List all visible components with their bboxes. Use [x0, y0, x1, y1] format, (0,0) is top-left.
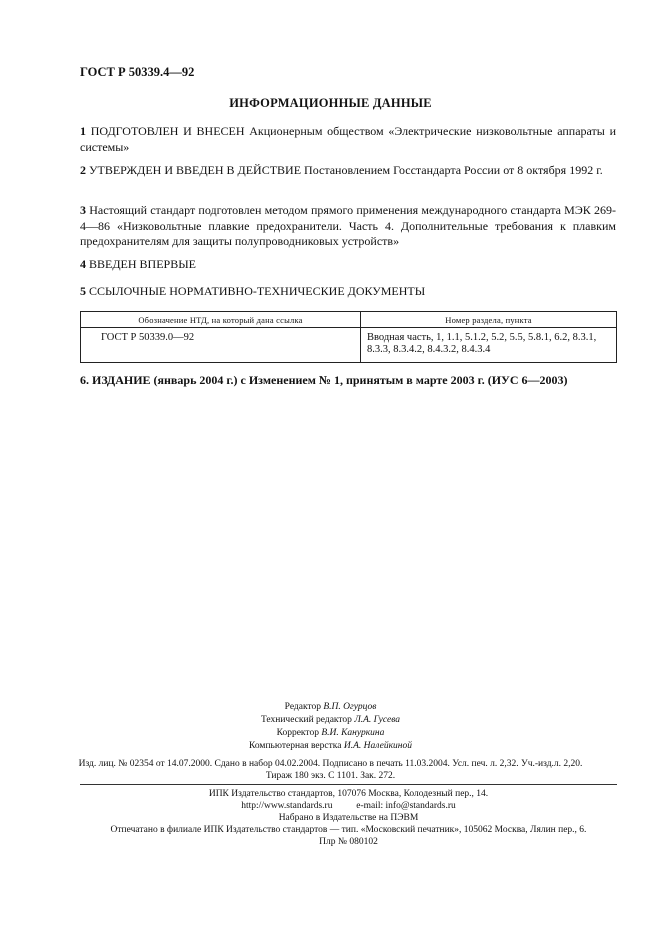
- print-run-line: Тираж 180 экз. С 1101. Зак. 272.: [265, 771, 396, 781]
- document-header: ГОСТ Р 50339.4—92: [80, 65, 195, 79]
- editor-label: Редактор: [284, 702, 321, 712]
- imprint-line-5: Плр № 080102: [319, 837, 378, 847]
- license-line: Изд. лиц. № 02354 от 14.07.2000. Сдано в набор 04.02.2004. Подписано в печать 11.03.2004. Усл. печ. л. 2,32. Уч.-изд.л. 2,20.: [78, 759, 583, 769]
- info-item-2: [80, 163, 616, 179]
- proofreader-label: Корректор: [276, 728, 319, 738]
- item-text: ВВЕДЕН ВПЕРВЫЕ: [89, 257, 196, 271]
- item-number: 1: [80, 124, 86, 138]
- column-header: Обозначение НТД, на который дана ссылка: [81, 312, 361, 328]
- divider: [80, 784, 617, 785]
- item-number: 5: [80, 284, 86, 298]
- info-item-5: [80, 284, 616, 300]
- layout-name: И.А. Налейкиной: [343, 741, 412, 751]
- item-text: ССЫЛОЧНЫЕ НОРМАТИВНО-ТЕХНИЧЕСКИЕ ДОКУМЕНТЫ: [89, 284, 426, 298]
- item-text: Настоящий стандарт подготовлен методом прямого применения международного стандарта МЭК 269-4—86 «Низковольтные плавкие предохранители. Часть 4. Дополнительные требования к плавким предохранителям для защиты полупроводниковых устройств»: [80, 203, 616, 248]
- imprint-line-2: [80, 800, 617, 813]
- info-item-1: [80, 124, 616, 155]
- item-number: 3: [80, 203, 86, 217]
- info-item-3: [80, 203, 616, 250]
- item-text: ПОДГОТОВЛЕН И ВНЕСЕН Акционерным обществом «Электрические низковольтные аппараты и системы»: [80, 124, 616, 154]
- info-item-6: 6. ИЗДАНИЕ (январь 2004 г.) с Изменением № 1, принятым в марте 2003 г. (ИУС 6—2003): [80, 373, 568, 387]
- imprint-line-1: ИПК Издательство стандартов, 107076 Москва, Колодезный пер., 14.: [208, 789, 489, 799]
- website-link[interactable]: http://www.standards.ru: [241, 801, 333, 811]
- item-number: 2: [80, 163, 86, 177]
- colophon-editor: [0, 701, 661, 714]
- item-text: УТВЕРЖДЕН И ВВЕДЕН В ДЕЙСТВИЕ Постановлением Госстандарта России от 8 октября 1992 г.: [89, 163, 603, 177]
- info-item-4: [80, 257, 616, 273]
- table-cell-sections: Вводная часть, 1, 1.1, 5.1.2, 5.2, 5.5, 5.8.1, 6.2, 8.3.1, 8.3.3, 8.3.4.2, 8.4.3.2, 8.4.3.4: [361, 328, 617, 363]
- table-cell-document: ГОСТ Р 50339.0—92: [81, 328, 361, 363]
- table-row: [81, 328, 617, 363]
- imprint-line-4: Отпечатано в филиале ИПК Издательство стандартов — тип. «Московский печатник», 105062 Москва, Лялин пер., 6.: [110, 825, 587, 835]
- colophon-layout: [0, 740, 661, 753]
- imprint-line-3: Набрано в Издательстве на ПЭВМ: [278, 813, 419, 823]
- editor-name: В.П. Огурцов: [323, 702, 377, 712]
- layout-label: Компьютерная верстка: [249, 741, 342, 751]
- reference-table: [80, 311, 617, 363]
- email-link[interactable]: e-mail: info@standards.ru: [356, 801, 456, 811]
- colophon-proofreader: [0, 727, 661, 740]
- proofreader-name: В.И. Кануркина: [321, 728, 385, 738]
- section-title: ИНФОРМАЦИОННЫЕ ДАННЫЕ: [229, 96, 432, 110]
- item-number: 4: [80, 257, 86, 271]
- tech-editor-label: Технический редактор: [260, 715, 352, 725]
- colophon-tech-editor: [0, 714, 661, 727]
- column-header: Номер раздела, пункта: [361, 312, 617, 328]
- tech-editor-name: Л.А. Гусева: [354, 715, 401, 725]
- table-header-row: [81, 312, 617, 328]
